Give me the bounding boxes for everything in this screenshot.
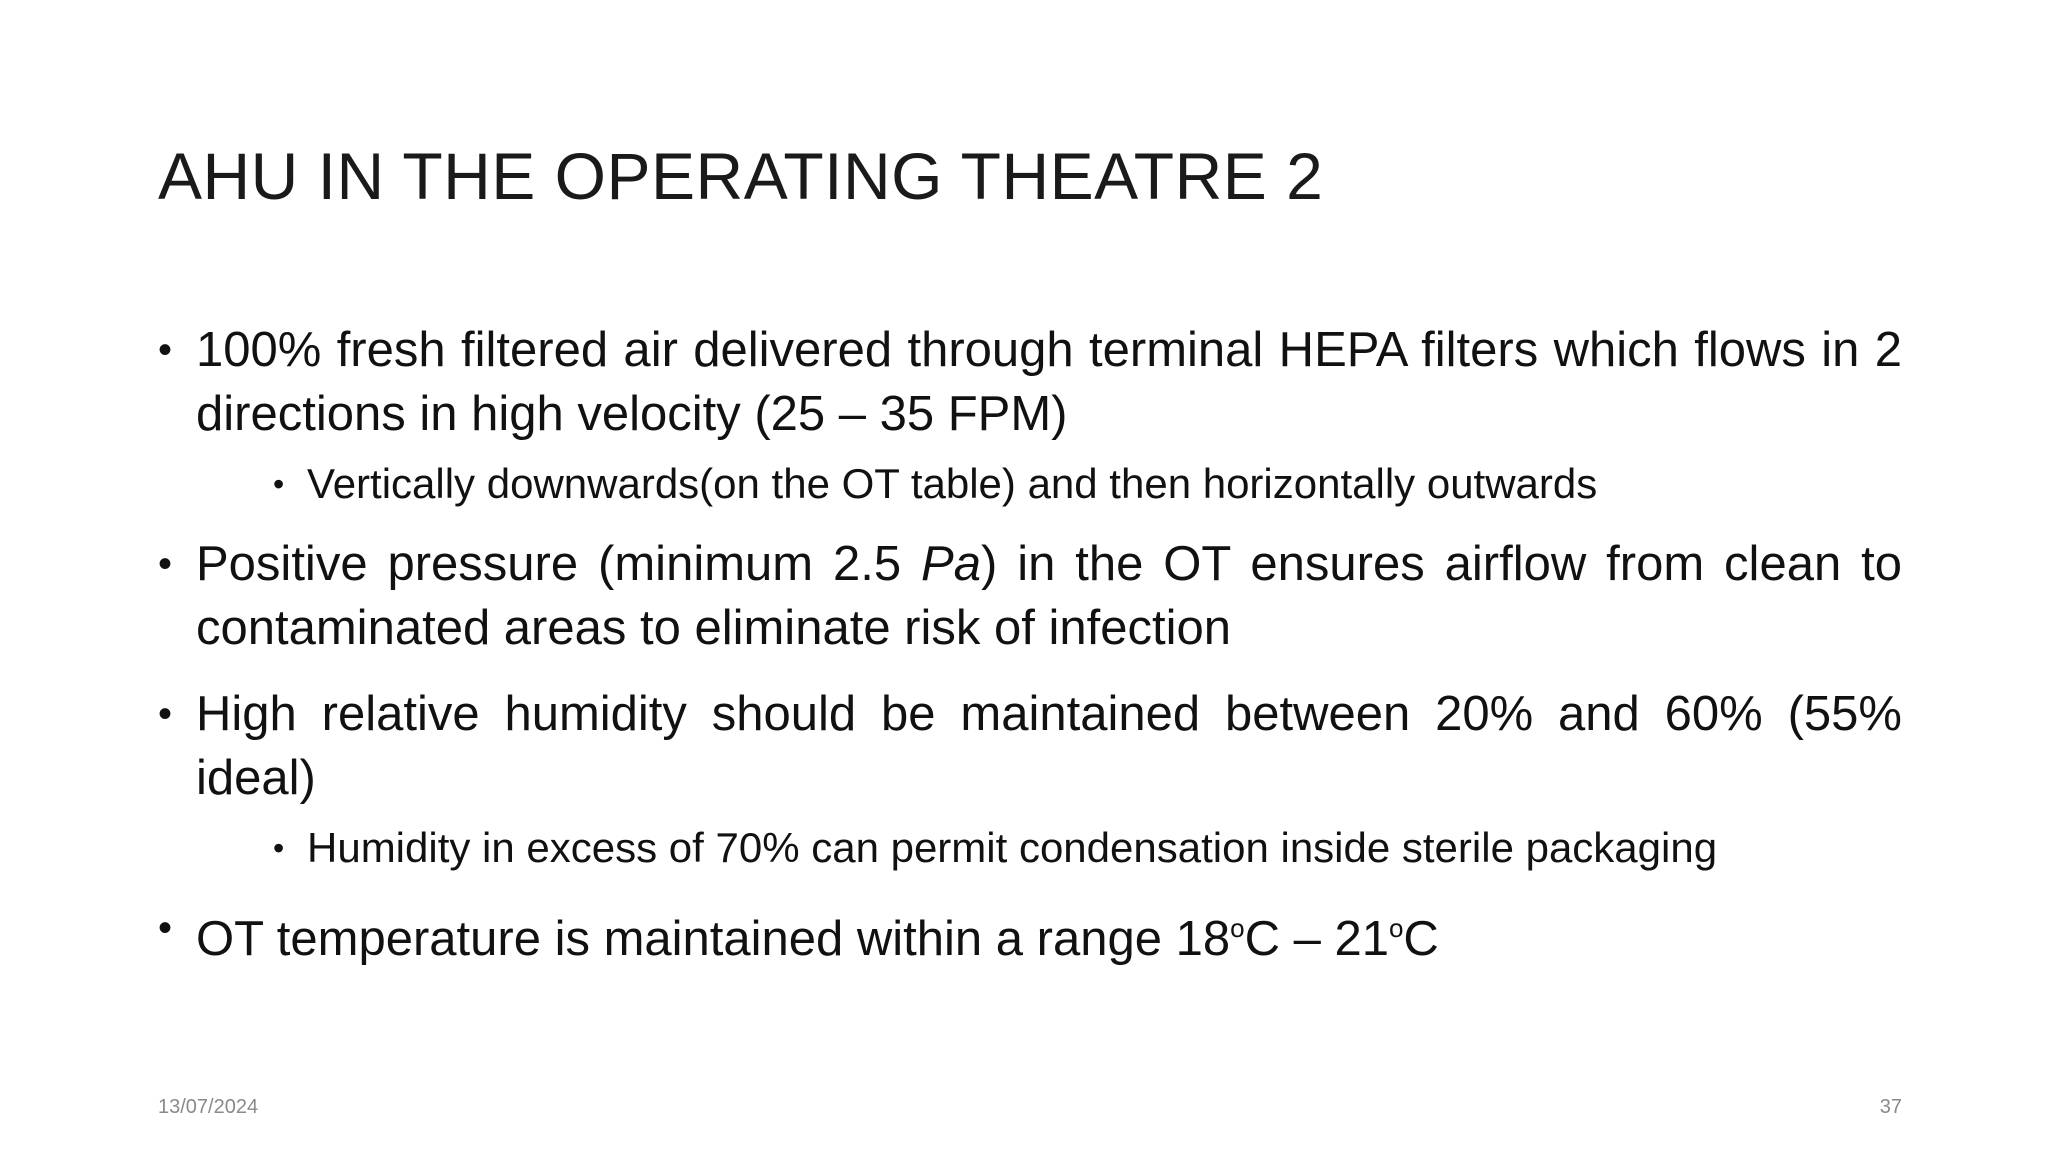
- bullet-item: [158, 682, 1902, 810]
- sub-bullet-item: [273, 458, 1902, 510]
- bullet-dot: •: [158, 542, 173, 586]
- bullet-text-part: ) in the OT ensures airflow from clean to contaminated areas to eliminate risk of infection: [196, 537, 1902, 655]
- bullet-text-part: OT temperature is maintained within a range 18: [196, 912, 1231, 966]
- bullet-dot: •: [158, 906, 173, 950]
- bullet-text-part: C: [1403, 912, 1439, 966]
- bullet-text-part: Positive pressure (minimum 2.5: [196, 537, 922, 591]
- sub-bullet-dot: •: [273, 830, 285, 866]
- bullet-text: High relative humidity should be maintained between 20% and 60% (55% ideal): [196, 687, 1902, 805]
- sub-bullet-text: Humidity in excess of 70% can permit condensation inside sterile packaging: [307, 824, 1718, 871]
- bullet-item: [158, 532, 1902, 660]
- slide-title: AHU IN THE OPERATING THEATRE 2: [158, 139, 1324, 213]
- sub-bullet-item: [273, 822, 1902, 874]
- bullet-dot: •: [158, 692, 173, 736]
- bullet-item: [158, 896, 1902, 971]
- slide-body: [158, 318, 1902, 993]
- bullet-dot: •: [158, 328, 173, 372]
- bullet-text-part: C – 21: [1244, 912, 1389, 966]
- bullet-text: 100% fresh filtered air delivered through terminal HEPA filters which flows in 2 directions in high velocity (25 – 35 FPM): [196, 323, 1902, 441]
- degree-superscript: o: [1388, 913, 1404, 943]
- sub-bullet-text: Vertically downwards(on the OT table) and then horizontally outwards: [307, 460, 1598, 507]
- footer-date: 13/07/2024: [158, 1096, 259, 1118]
- degree-superscript: o: [1230, 913, 1245, 943]
- sub-bullet-dot: •: [273, 466, 285, 502]
- page-number: 37: [1879, 1096, 1902, 1118]
- bullet-text-italic: Pa: [921, 537, 981, 591]
- bullet-item: [158, 318, 1902, 446]
